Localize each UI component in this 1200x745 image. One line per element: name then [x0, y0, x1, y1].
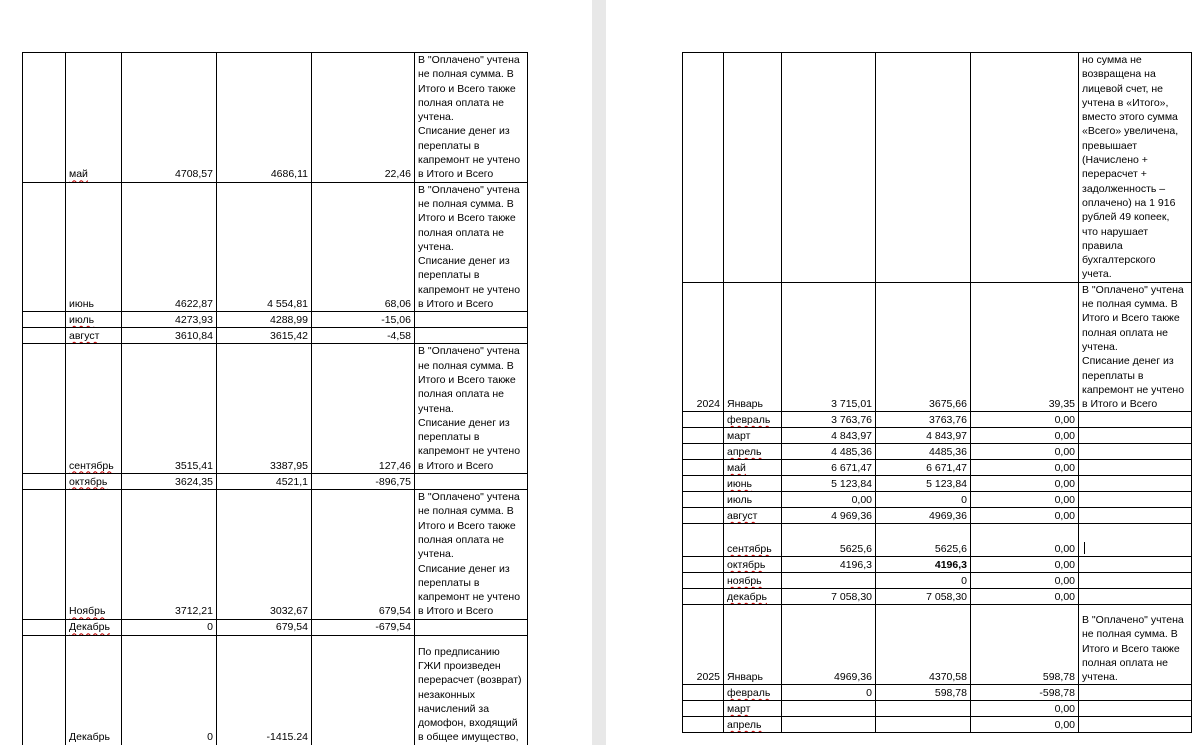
year-cell[interactable]: [683, 701, 724, 717]
table-row: [683, 685, 1192, 701]
note-cell[interactable]: [415, 53, 528, 183]
note-cell[interactable]: [415, 635, 528, 745]
month-cell[interactable]: [66, 312, 122, 328]
accrued-cell[interactable]: 5625,6: [782, 524, 876, 557]
year-cell[interactable]: [683, 573, 724, 589]
month-cell[interactable]: [724, 573, 782, 589]
note-paragraph: В "Оплачено" учтена не полная сумма. В Итого и Всего также полная оплата не учтена.: [1082, 283, 1184, 353]
month-label: август: [69, 330, 100, 343]
table-row: [683, 492, 1192, 508]
table-row: [683, 508, 1192, 524]
note-cell[interactable]: [1079, 412, 1192, 428]
note-cell[interactable]: [1079, 444, 1192, 460]
month-cell[interactable]: [724, 53, 782, 283]
paid-cell[interactable]: 4 843,97: [876, 428, 971, 444]
month-cell[interactable]: [66, 474, 122, 490]
note-cell[interactable]: [1079, 589, 1192, 605]
table-row: [23, 474, 528, 490]
difference-cell[interactable]: 127,46: [312, 344, 415, 474]
difference-cell[interactable]: 0,00: [971, 717, 1079, 733]
accrued-cell[interactable]: 3610,84: [122, 328, 217, 344]
paid-cell[interactable]: 5 123,84: [876, 476, 971, 492]
paid-value: 4196,3: [934, 559, 967, 572]
accrued-cell[interactable]: 5 123,84: [782, 476, 876, 492]
month-cell[interactable]: [724, 557, 782, 573]
right-payments-table: [682, 52, 1192, 733]
month-cell[interactable]: [724, 412, 782, 428]
table-row: [683, 476, 1192, 492]
month-cell[interactable]: [724, 589, 782, 605]
table-row: [683, 589, 1192, 605]
accrued-cell[interactable]: 3 763,76: [782, 412, 876, 428]
paid-cell[interactable]: 5625,6: [876, 524, 971, 557]
year-cell[interactable]: [683, 444, 724, 460]
table-row: [683, 557, 1192, 573]
month-cell[interactable]: [724, 508, 782, 524]
note-cell[interactable]: [415, 619, 528, 635]
difference-cell[interactable]: 0,00: [971, 524, 1079, 557]
paid-cell[interactable]: [876, 557, 971, 573]
difference-cell[interactable]: 0,00: [971, 508, 1079, 524]
month-label: Декабрь: [69, 621, 110, 634]
year-cell[interactable]: [683, 685, 724, 701]
month-cell[interactable]: [724, 444, 782, 460]
note-paragraph: В "Оплачено" учтена не полная сумма. В Итого и Всего также полная оплата не учтена.: [1082, 613, 1184, 684]
note-cell[interactable]: [1079, 492, 1192, 508]
note-cell[interactable]: [1079, 428, 1192, 444]
year-cell[interactable]: [683, 492, 724, 508]
accrued-cell[interactable]: 0: [122, 635, 217, 745]
difference-cell[interactable]: -4,58: [312, 328, 415, 344]
note-paragraph: В "Оплачено" учтена не полная сумма. В Итого и Всего также полная оплата не учтена.: [418, 345, 520, 415]
month-label: февраль: [727, 687, 771, 700]
table-row: [23, 312, 528, 328]
note-cell[interactable]: [1079, 476, 1192, 492]
accrued-cell[interactable]: [782, 573, 876, 589]
month-cell[interactable]: [724, 492, 782, 508]
year-cell[interactable]: [683, 476, 724, 492]
month-label: август: [727, 510, 758, 523]
month-cell[interactable]: [724, 282, 782, 412]
paid-cell[interactable]: [876, 701, 971, 717]
month-cell[interactable]: [724, 428, 782, 444]
year-cell[interactable]: [683, 589, 724, 605]
month-label: ноябрь: [727, 575, 762, 588]
month-cell[interactable]: [724, 460, 782, 476]
left-page: [0, 0, 592, 745]
month-label: март: [727, 703, 751, 716]
table-row: [683, 282, 1192, 412]
month-label: март: [727, 430, 751, 443]
note-cell[interactable]: [1079, 524, 1192, 557]
accrued-cell[interactable]: 4273,93: [122, 312, 217, 328]
paid-cell[interactable]: 679,54: [217, 619, 312, 635]
table-row: [23, 328, 528, 344]
month-cell[interactable]: [66, 490, 122, 620]
difference-cell[interactable]: 679,54: [312, 490, 415, 620]
difference-cell[interactable]: 0,00: [971, 557, 1079, 573]
paid-cell[interactable]: 4686,11: [217, 53, 312, 183]
year-cell[interactable]: [683, 428, 724, 444]
month-label: сентябрь: [727, 543, 772, 556]
note-cell[interactable]: [1079, 557, 1192, 573]
accrued-cell[interactable]: 4 843,97: [782, 428, 876, 444]
note-cell[interactable]: [415, 474, 528, 490]
accrued-cell[interactable]: [782, 53, 876, 283]
table-row: [23, 619, 528, 635]
paid-cell[interactable]: 3763,76: [876, 412, 971, 428]
accrued-cell[interactable]: 3624,35: [122, 474, 217, 490]
difference-cell[interactable]: -598,78: [971, 685, 1079, 701]
table-row: [683, 605, 1192, 685]
note-paragraph: Списание денег из переплаты в капремонт не учтено в Итого и Всего: [418, 416, 521, 472]
paid-cell[interactable]: 4521,1: [217, 474, 312, 490]
table-row: [23, 53, 528, 183]
year-cell[interactable]: [683, 412, 724, 428]
note-paragraph: Списание денег из переплаты в капремонт не учтено в Итого и Всего: [418, 562, 521, 618]
table-row: [23, 182, 528, 312]
text-cursor: [1084, 542, 1085, 554]
paid-cell[interactable]: 4288,99: [217, 312, 312, 328]
table-row: [23, 344, 528, 474]
difference-cell[interactable]: 0,00: [971, 701, 1079, 717]
accrued-cell[interactable]: 4 485,36: [782, 444, 876, 460]
month-label: Ноябрь: [69, 605, 106, 618]
difference-cell[interactable]: 0,00: [971, 444, 1079, 460]
note-cell[interactable]: [1079, 508, 1192, 524]
row-label-cell[interactable]: [23, 344, 66, 474]
note-cell[interactable]: [415, 490, 528, 620]
difference-cell[interactable]: [312, 635, 415, 745]
accrued-cell[interactable]: 3515,41: [122, 344, 217, 474]
paid-cell[interactable]: -1415.24: [217, 635, 312, 745]
difference-cell[interactable]: 0,00: [971, 460, 1079, 476]
right-page: [606, 0, 1200, 745]
accrued-cell[interactable]: 6 671,47: [782, 460, 876, 476]
month-label: июнь: [727, 478, 753, 491]
difference-cell[interactable]: 22,46: [312, 53, 415, 183]
note-cell[interactable]: [415, 182, 528, 312]
row-label-cell[interactable]: [23, 474, 66, 490]
paid-cell[interactable]: 3387,95: [217, 344, 312, 474]
year-cell[interactable]: 2025: [683, 605, 724, 685]
difference-cell[interactable]: 598,78: [971, 605, 1079, 685]
month-label: октябрь: [69, 475, 108, 488]
difference-cell[interactable]: 0,00: [971, 492, 1079, 508]
accrued-cell[interactable]: 0: [122, 619, 217, 635]
month-cell[interactable]: [724, 717, 782, 733]
note-cell[interactable]: [1079, 717, 1192, 733]
table-row: [23, 490, 528, 620]
note-cell[interactable]: [415, 328, 528, 344]
note-paragraph: По предписанию ГЖИ произведен перерасчет (возврат) незаконных начислений за домофон, входящий в общее имущество,: [418, 645, 522, 744]
year-cell[interactable]: [683, 717, 724, 733]
accrued-cell[interactable]: 4 969,36: [782, 508, 876, 524]
accrued-cell[interactable]: 4622,87: [122, 182, 217, 312]
note-cell[interactable]: [1079, 701, 1192, 717]
note-cell[interactable]: [1079, 53, 1192, 283]
row-label-cell[interactable]: [23, 312, 66, 328]
note-cell[interactable]: [1079, 605, 1192, 685]
table-row: [683, 460, 1192, 476]
note-paragraph: В "Оплачено" учтена не полная сумма. В Итого и Всего также полная оплата не учтена.: [418, 491, 520, 561]
note-paragraph: В "Оплачено" учтена не полная сумма. В Итого и Всего также полная оплата не учтена.: [418, 54, 520, 124]
accrued-cell[interactable]: 3712,21: [122, 490, 217, 620]
row-label-cell[interactable]: [23, 182, 66, 312]
table-row: [683, 573, 1192, 589]
difference-cell[interactable]: 0,00: [971, 428, 1079, 444]
year-cell[interactable]: [683, 524, 724, 557]
note-cell[interactable]: [415, 344, 528, 474]
paid-cell[interactable]: 3675,66: [876, 282, 971, 412]
note-cell[interactable]: [1079, 282, 1192, 412]
difference-cell[interactable]: -679,54: [312, 619, 415, 635]
difference-cell[interactable]: -896,75: [312, 474, 415, 490]
year-cell[interactable]: 2024: [683, 282, 724, 412]
table-row: [683, 444, 1192, 460]
paid-cell[interactable]: 3032,67: [217, 490, 312, 620]
month-label: декабрь: [727, 591, 767, 604]
month-cell[interactable]: [724, 701, 782, 717]
paid-cell[interactable]: 4485,36: [876, 444, 971, 460]
note-paragraph: В "Оплачено" учтена не полная сумма. В Итого и Всего также полная оплата не учтена.: [418, 183, 520, 253]
month-cell[interactable]: [66, 53, 122, 183]
year-cell[interactable]: [683, 557, 724, 573]
note-paragraph: но сумма не возвращена на лицевой счет, не учтена в «Итого», вместо этого сумма «Всего» увеличена, превышает (Начислено + перерасчет + задолженность – оплачено) на 1 916 рублей 49 копеек, что нарушает правила бухгалтерского учета.: [1082, 54, 1179, 281]
accrued-cell[interactable]: [782, 717, 876, 733]
row-label-cell[interactable]: [23, 635, 66, 745]
month-label: Январь: [727, 398, 763, 411]
difference-cell[interactable]: 68,06: [312, 182, 415, 312]
accrued-cell[interactable]: 0: [782, 685, 876, 701]
note-paragraph: Списание денег из переплаты в капремонт не учтено в Итого и Всего: [418, 125, 521, 181]
accrued-cell[interactable]: 4708,57: [122, 53, 217, 183]
difference-cell[interactable]: 0,00: [971, 589, 1079, 605]
paid-cell[interactable]: 4 554,81: [217, 182, 312, 312]
accrued-cell[interactable]: 0,00: [782, 492, 876, 508]
paid-cell[interactable]: [876, 717, 971, 733]
table-row: [683, 428, 1192, 444]
month-cell[interactable]: [66, 344, 122, 474]
note-paragraph: Списание денег из переплаты в капремонт не учтено в Итого и Всего: [418, 255, 521, 311]
difference-cell[interactable]: 39,35: [971, 282, 1079, 412]
note-paragraph: Списание денег из переплаты в капремонт не учтено в Итого и Всего: [1082, 355, 1185, 411]
table-row: [683, 717, 1192, 733]
year-cell[interactable]: [683, 460, 724, 476]
paid-cell[interactable]: 3615,42: [217, 328, 312, 344]
table-row: [683, 524, 1192, 557]
difference-cell[interactable]: 0,00: [971, 573, 1079, 589]
paid-cell[interactable]: 0: [876, 573, 971, 589]
paid-cell[interactable]: [876, 53, 971, 283]
table-row: [23, 635, 528, 745]
difference-cell[interactable]: [971, 53, 1079, 283]
month-label: июль: [727, 494, 753, 507]
paid-cell[interactable]: 598,78: [876, 685, 971, 701]
row-label-cell[interactable]: [23, 490, 66, 620]
paid-cell[interactable]: 6 671,47: [876, 460, 971, 476]
month-label: Декабрь: [69, 731, 110, 744]
accrued-cell[interactable]: 4196,3: [782, 557, 876, 573]
paid-cell[interactable]: 0: [876, 492, 971, 508]
note-cell[interactable]: [1079, 573, 1192, 589]
note-cell[interactable]: [1079, 685, 1192, 701]
month-cell[interactable]: [66, 619, 122, 635]
month-label: май: [727, 462, 746, 475]
month-label: июль: [69, 314, 95, 327]
month-cell[interactable]: [66, 182, 122, 312]
row-label-cell[interactable]: [23, 53, 66, 183]
difference-cell[interactable]: -15,06: [312, 312, 415, 328]
month-cell[interactable]: [724, 605, 782, 685]
month-label: сентябрь: [69, 459, 114, 472]
month-label: июнь: [69, 298, 95, 311]
paid-cell[interactable]: 4370,58: [876, 605, 971, 685]
month-label: февраль: [727, 414, 771, 427]
month-cell[interactable]: [66, 635, 122, 745]
left-payments-table: [22, 52, 528, 745]
table-row: [683, 701, 1192, 717]
note-cell[interactable]: [1079, 460, 1192, 476]
year-cell[interactable]: [683, 53, 724, 283]
paid-cell[interactable]: 4969,36: [876, 508, 971, 524]
difference-cell[interactable]: 0,00: [971, 412, 1079, 428]
accrued-cell[interactable]: 3 715,01: [782, 282, 876, 412]
accrued-cell[interactable]: 7 058,30: [782, 589, 876, 605]
paid-cell[interactable]: 7 058,30: [876, 589, 971, 605]
month-cell[interactable]: [66, 328, 122, 344]
table-row: [683, 412, 1192, 428]
row-label-cell[interactable]: [23, 619, 66, 635]
accrued-cell[interactable]: 4969,36: [782, 605, 876, 685]
page-gap: [592, 0, 606, 745]
row-label-cell[interactable]: [23, 328, 66, 344]
table-row: [683, 53, 1192, 283]
accrued-cell[interactable]: [782, 701, 876, 717]
month-label: май: [69, 168, 88, 181]
difference-cell[interactable]: 0,00: [971, 476, 1079, 492]
month-label: апрель: [727, 719, 762, 732]
month-label: апрель: [727, 446, 762, 459]
month-label: октябрь: [727, 559, 766, 572]
year-cell[interactable]: [683, 508, 724, 524]
month-cell[interactable]: [724, 685, 782, 701]
month-cell[interactable]: [724, 476, 782, 492]
month-cell[interactable]: [724, 524, 782, 557]
month-label: Январь: [727, 671, 763, 684]
note-cell[interactable]: [415, 312, 528, 328]
